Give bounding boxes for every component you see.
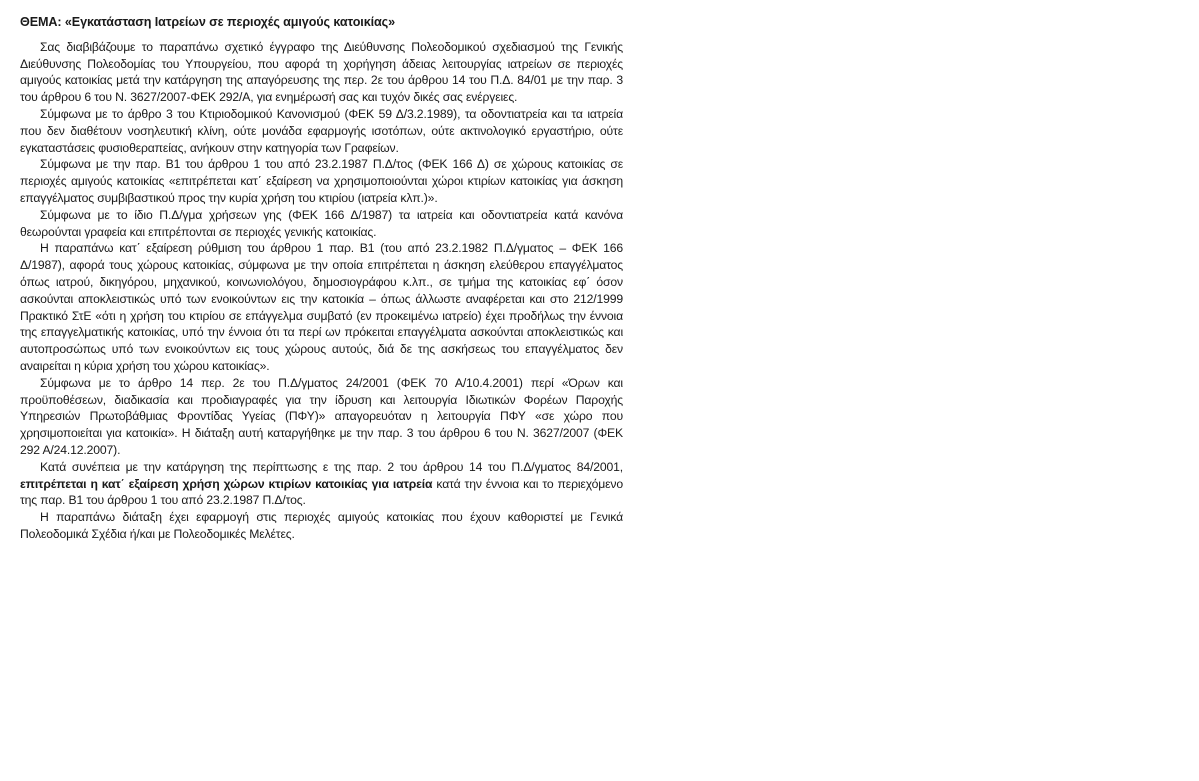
paragraph-7-start: Κατά συνέπεια με την κατάργηση της περίπτωσης ε της παρ. 2 του άρθρου 14 του Π.Δ/γματος 84/2001, [40, 459, 623, 474]
document-body [20, 14, 623, 543]
paragraph-7 [20, 459, 623, 509]
document-title: ΘΕΜΑ: «Εγκατάσταση Ιατρείων σε περιοχές αμιγούς κατοικίας» [20, 15, 396, 29]
paragraph-1: Σας διαβιβάζουμε το παραπάνω σχετικό έγγραφο της Διεύθυνσης Πολεοδομικού σχεδιασμού της Γενικής Διεύθυνσης Πολεοδομίας του Υπουργείου, που αφορά τη χορήγηση άδειας λειτουργίας ιατρείων σε περιοχές αμιγούς κατοικίας μετά την κατάργηση της απαγόρευσης της περ. 2ε του άρθρου 14 του Π.Δ. 84/01 με την παρ. 3 του άρθρου 6 του Ν. 3627/2007-ΦΕΚ 292/Α, για ενημέρωσή σας και τυχόν δικές σας ενέργειες. [20, 39, 623, 105]
paragraph-8: Η παραπάνω διάταξη έχει εφαρμογή στις περιοχές αμιγούς κατοικίας που έχουν καθοριστεί με Γενικά Πολεοδομικά Σχέδια ή/και με Πολεοδομικές Μελέτες. [20, 510, 623, 541]
paragraph-2: Σύμφωνα με το άρθρο 3 του Κτιριοδομικού Κανονισμού (ΦΕΚ 59 Δ/3.2.1989), τα οδοντιατρεία και τα ιατρεία που δεν διαθέτουν νοσηλευτική κλίνη, ούτε μονάδα εφαρμογής ισοτόπων, ούτε ακτινολογικό εργαστήριο, ούτε εγκαταστάσεις φυσιοθεραπείας, ανήκουν στην κατηγορία των Γραφείων. [20, 106, 623, 155]
paragraph-3: Σύμφωνα με την παρ. Β1 του άρθρου 1 του από 23.2.1987 Π.Δ/τος (ΦΕΚ 166 Δ) σε χώρους κατοικίας σε περιοχές αμιγούς κατοικίας «επιτρέπεται κατ΄ εξαίρεση να χρησιμοποιούνται χώροι κτιρίων κατοικίας για άσκηση επαγγέλματος συμβιβαστικού προς την κυρία χρήση του κτιρίου (ιατρεία κλπ.)». [20, 157, 623, 205]
paragraph-4: Σύμφωνα με το ίδιο Π.Δ/γμα χρήσεων γης (ΦΕΚ 166 Δ/1987) τα ιατρεία και οδοντιατρεία κατά κανόνα θεωρούνται γραφεία και επιτρέπονται σε περιοχές γενικής κατοικίας. [20, 207, 623, 239]
paragraph-5: Η παραπάνω κατ΄ εξαίρεση ρύθμιση του άρθρου 1 παρ. Β1 (του από 23.2.1982 Π.Δ/γματος – ΦΕΚ 166 Δ/1987), αφορά τους χώρους κατοικίας, σύμφωνα με την οποία επιτρέπεται η άσκηση ελεύθερου επαγγέλματος όπως ιατρού, δικηγόρου, μηχανικού, κοινωνιολόγου, δημοσιογράφου κ.λπ., σε τμήμα της κατοικίας εφ΄ όσον ασκούνται αποκλειστικώς υπό των ενοικούντων εις την κατοικία – όπως άλλωστε αναφέρεται και στο 212/1999 Πρακτικό ΣτΕ «ότι η χρήση του κτιρίου σε επάγγελμα συμβατό (εν προκειμένω ιατρείο) έχει προδήλως την έννοια της επαγγελματικής κατοικίας, υπό την έννοια ότι τα περί ων πρόκειται επαγγέλματα ασκούνται αποκλειστικώς και αυτοπροσώπως υπό των ενοικούντων εις τους χώρους αυτούς, διά δε της ασκήσεως του επαγγέλματος δεν αναιρείται η κύρια χρήση του χώρου κατοικίας». [20, 241, 623, 373]
paragraph-7-emphasis: επιτρέπεται η κατ΄ εξαίρεση χρήση χώρων κτιρίων κατοικίας για ιατρεία [20, 476, 433, 491]
paragraph-6: Σύμφωνα με το άρθρο 14 περ. 2ε του Π.Δ/γματος 24/2001 (ΦΕΚ 70 Α/10.4.2001) περί «Όρων και προϋποθέσεων, διαδικασία και προδιαγραφές για την ίδρυση και λειτουργία Ιδιωτικών Φορέων Παροχής Υπηρεσιών Πρωτοβάθμιας Φροντίδας Υγείας (ΠΦΥ)» απαγορευόταν η λειτουργία ΠΦΥ «σε χώρο που χρησιμοποιείται για κατοικία». Η διάταξη αυτή καταργήθηκε με την παρ. 3 του άρθρου 6 του Ν. 3627/2007 (ΦΕΚ 292 Α/24.12.2007). [20, 375, 623, 457]
paragraph-7-end: κατά την έννοια και το περιεχόμενο της παρ. Β1 του άρθρου 1 του από 23.2.1987 Π.Δ/τος. [20, 476, 623, 508]
